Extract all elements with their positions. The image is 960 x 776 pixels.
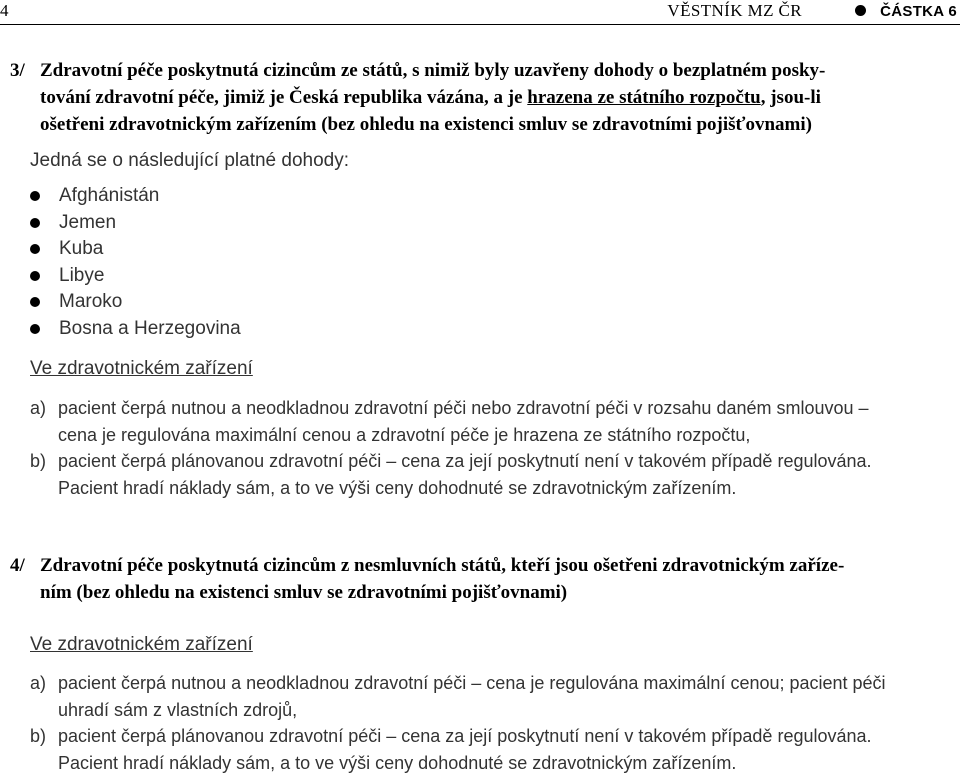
item-marker: b) bbox=[30, 451, 47, 471]
bullet-icon bbox=[30, 324, 40, 334]
section-4-items bbox=[30, 670, 958, 776]
state-budget-link[interactable]: hrazena ze státního rozpočtu bbox=[527, 87, 761, 108]
section-3-subheading: Ve zdravotnickém zařízení bbox=[30, 358, 253, 379]
agreements-intro: Jedná se o následující platné dohody: bbox=[30, 150, 350, 171]
list-item: a) pacient čerpá nutnou a neodkladnou zdravotní péči – cena je regulována maximální cenou; pacient péči uhradí sám z vlastních zdrojů, bbox=[30, 670, 958, 723]
section-4-title-line2: ním (bez ohledu na existenci smluv se zdravotními pojišťovnami) bbox=[40, 582, 568, 603]
section-3-title-line2a: tování zdravotní péče, jimiž je Česká republika vázána, a je bbox=[40, 87, 528, 108]
bullet-icon bbox=[30, 271, 40, 281]
section-4-number: 4/ bbox=[10, 555, 25, 576]
country-list bbox=[30, 183, 241, 342]
section-4-title-line1: Zdravotní péče poskytnutá cizincům z nesmluvních států, kteří jsou ošetřeni zdravotnickým zaříze- bbox=[40, 555, 845, 576]
page-number: 4 bbox=[0, 1, 9, 20]
item-marker: a) bbox=[30, 398, 47, 418]
page-header bbox=[0, 0, 960, 25]
section-4-subheading: Ve zdravotnickém zařízení bbox=[30, 634, 253, 655]
item-marker: a) bbox=[30, 673, 47, 693]
list-item: Maroko bbox=[30, 289, 241, 316]
item-marker: b) bbox=[30, 726, 47, 746]
section-4-heading bbox=[10, 552, 956, 606]
list-item: a) pacient čerpá nutnou a neodkladnou zdravotní péči nebo zdravotní péči v rozsahu daném smlouvou – cena je regulována maximální cenou a zdravotní péče je hrazena ze státního rozpočtu, bbox=[30, 395, 958, 448]
section-3-heading bbox=[10, 57, 956, 138]
section-3-items bbox=[30, 395, 958, 501]
list-item: Kuba bbox=[30, 236, 241, 263]
journal-title: VĚSTNÍK MZ ČR bbox=[667, 1, 802, 20]
list-item: Jemen bbox=[30, 210, 241, 237]
section-3-title-line3: ošetřeni zdravotnickým zařízením (bez ohledu na existenci smluv se zdravotními pojišťovnami) bbox=[40, 114, 812, 135]
section-label: ČÁSTKA 6 bbox=[880, 3, 957, 20]
list-item: Libye bbox=[30, 263, 241, 290]
bullet-icon bbox=[30, 191, 40, 201]
section-3-number: 3/ bbox=[10, 60, 25, 81]
bullet-icon bbox=[30, 297, 40, 307]
section-3-title-line2b: , jsou-li bbox=[760, 87, 821, 108]
list-item: b) pacient čerpá plánovanou zdravotní péči – cena za její poskytnutí není v takovém případě regulována. Pacient hradí náklady sám, a to ve výši ceny dohodnuté se zdravotnickým zařízením. bbox=[30, 723, 958, 776]
list-item: Bosna a Herzegovina bbox=[30, 316, 241, 343]
bullet-icon bbox=[30, 218, 40, 228]
bullet-separator-icon bbox=[855, 5, 866, 16]
section-3-title-line1: Zdravotní péče poskytnutá cizincům ze států, s nimiž byly uzavřeny dohody o bezplatném posky- bbox=[40, 60, 826, 81]
list-item: Afghánistán bbox=[30, 183, 241, 210]
bullet-icon bbox=[30, 244, 40, 254]
list-item: b) pacient čerpá plánovanou zdravotní péči – cena za její poskytnutí není v takovém případě regulována. Pacient hradí náklady sám, a to ve výši ceny dohodnuté se zdravotnickým zařízením. bbox=[30, 448, 958, 501]
